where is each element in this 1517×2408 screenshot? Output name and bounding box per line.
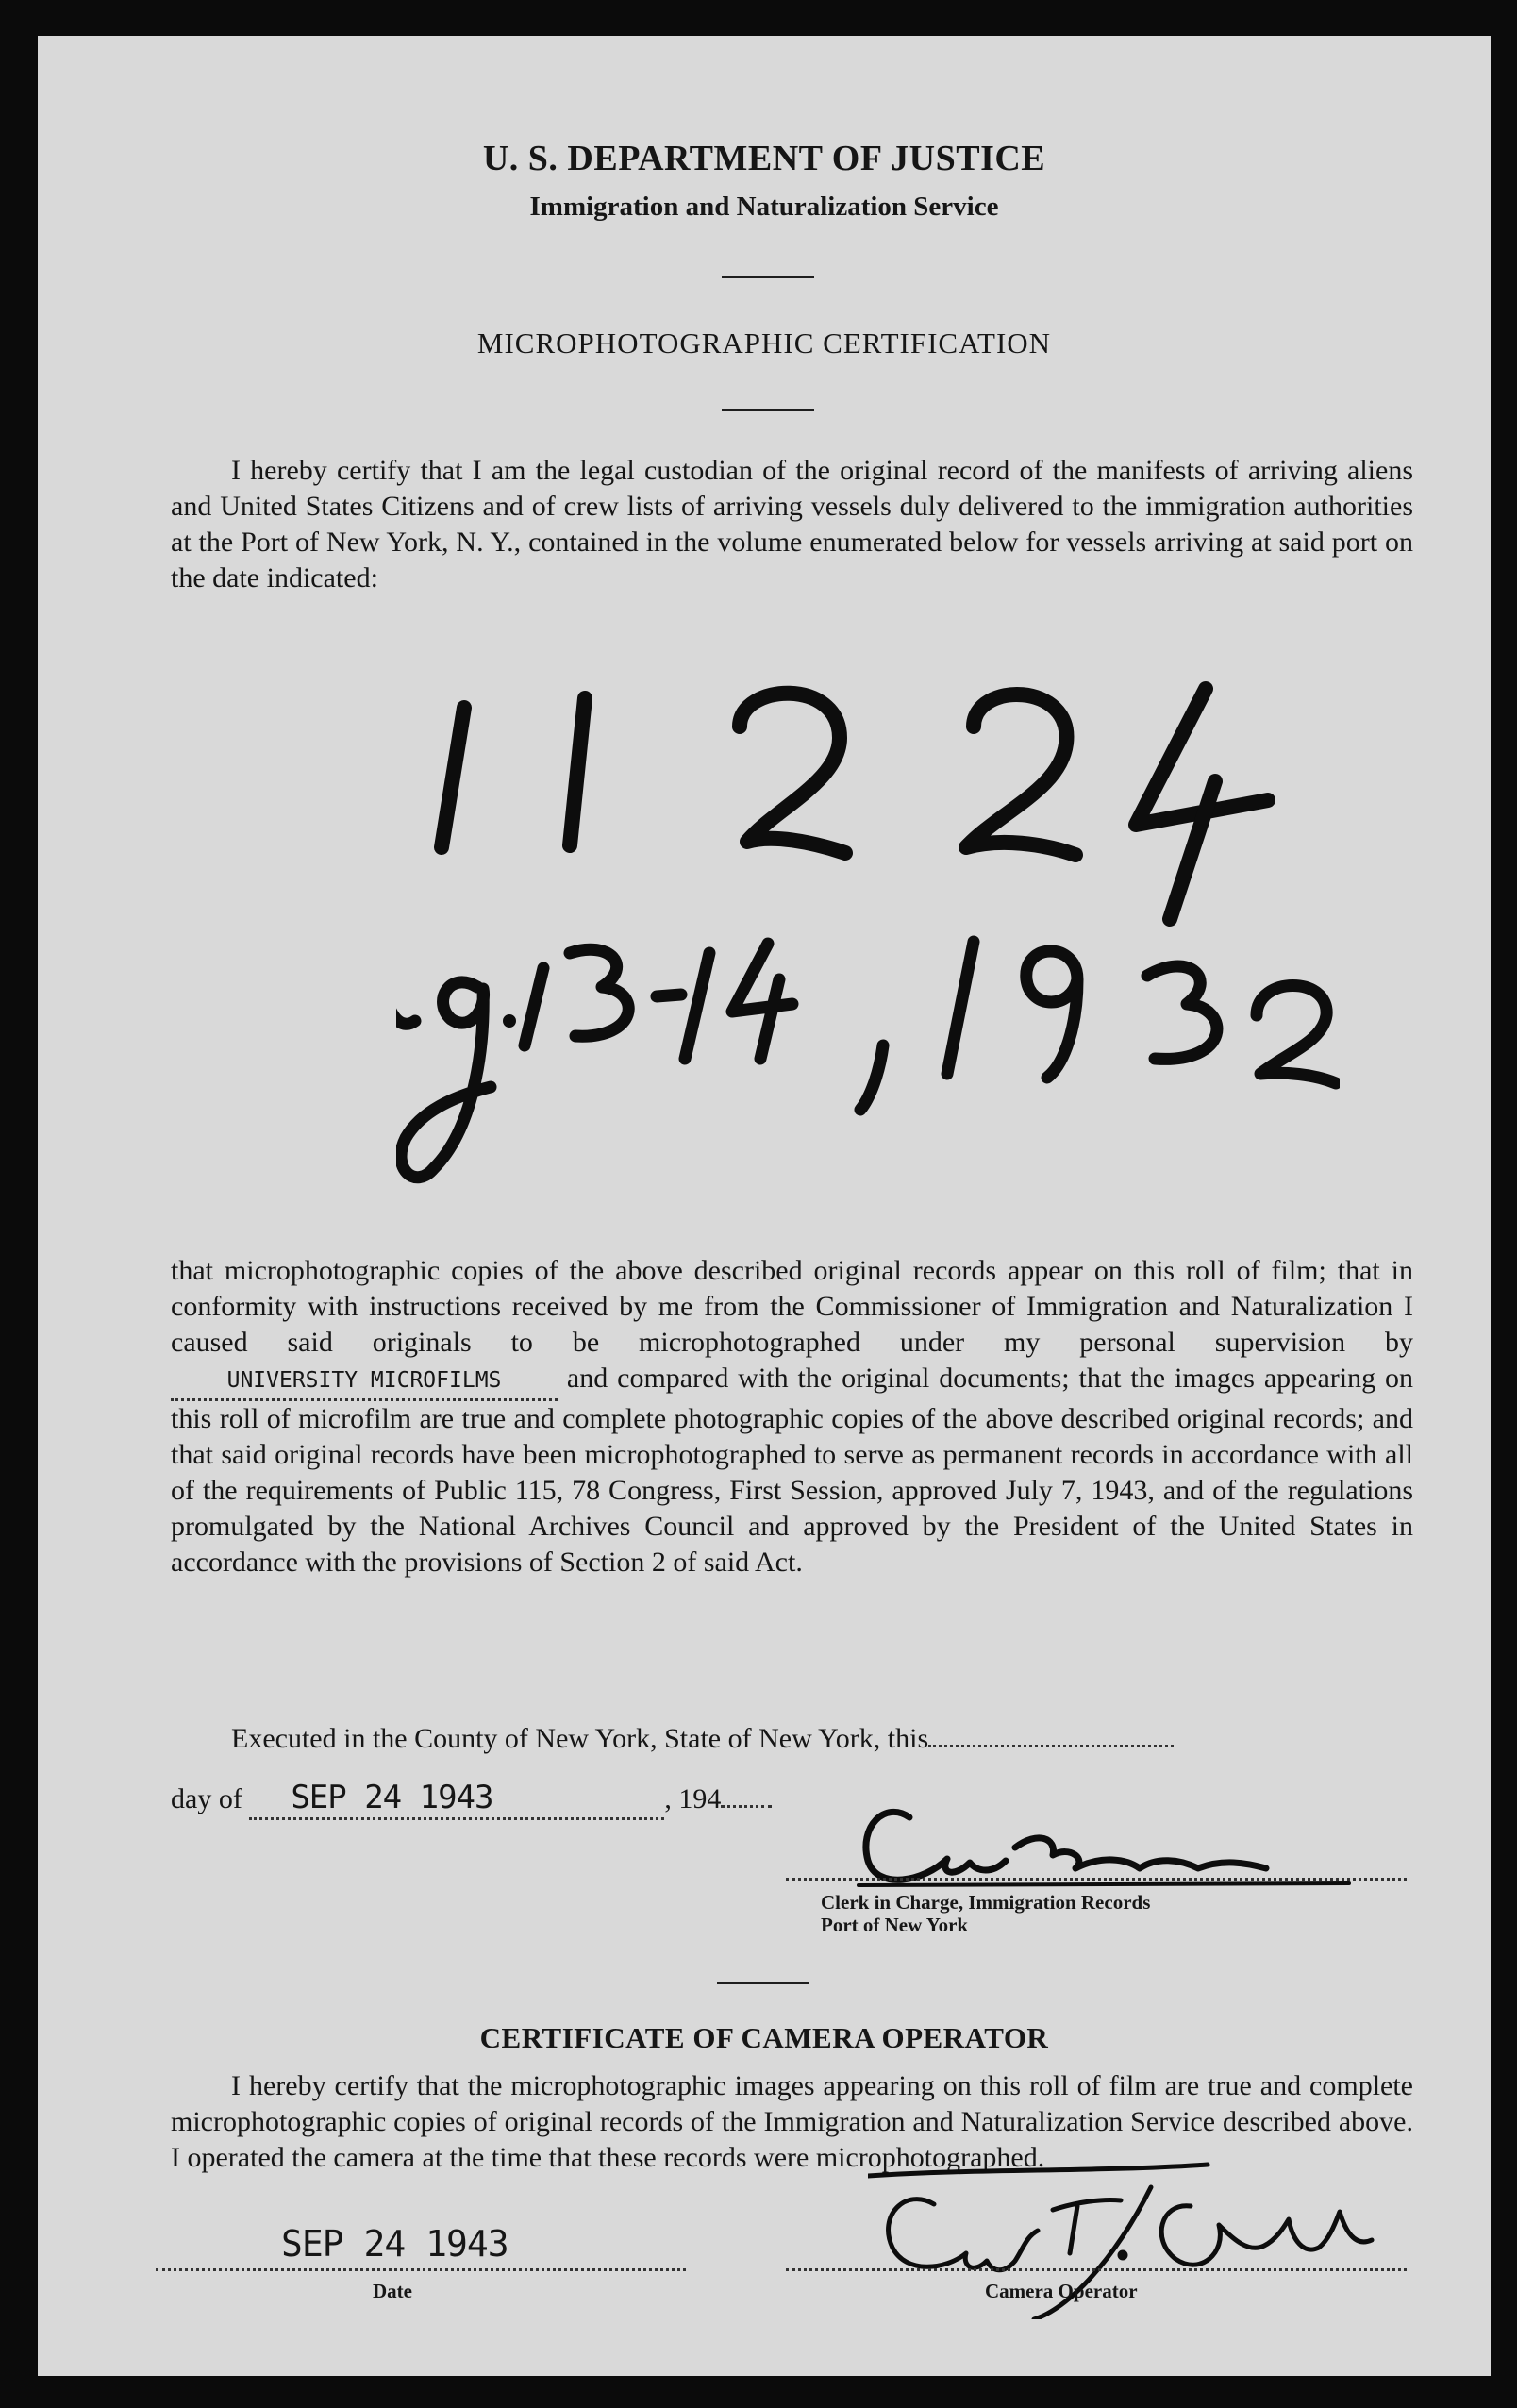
date-line	[156, 2268, 686, 2271]
year-label: , 194	[664, 1783, 722, 1814]
divider-rule	[722, 276, 814, 278]
date-field	[249, 1780, 664, 1820]
body-paragraph	[171, 1253, 1413, 1580]
digit-stroke	[442, 708, 464, 847]
service-subheading: Immigration and Naturalization Service	[529, 192, 999, 222]
day-field	[928, 1745, 1174, 1747]
clerk-title	[821, 1891, 1150, 1936]
date-label: Date	[373, 2280, 412, 2302]
executed-line	[171, 1721, 1413, 1757]
handwritten-entry	[396, 640, 1340, 1225]
clerk-signature-line	[786, 1878, 1407, 1881]
body-text-after: and compared with the original documents; that the images appearing on this roll of microfilm are true and complete photographic copies of the above described original records; and that said original records have been microphotographed to serve as permanent records in accordance with all of the requirements of Public 115, 78 Congress, First Session, approved July 7, 1943, and of the regulations promulgated by the National Archives Council and approved by the President of the United States in accordance with the provisions of Section 2 of said Act.	[171, 1363, 1414, 1578]
intro-paragraph	[171, 453, 1413, 596]
intro-text: I hereby certify that I am the legal custodian of the original record of the manifests of arriving aliens and United States Citizens and of crew lists of arriving vessels duly delivered to the immigration authorities at the Port of New York, N. Y., contained in the volume enumerated below for vessels arriving at said port on the date indicated:	[171, 455, 1413, 594]
operator-label: Camera Operator	[985, 2280, 1138, 2302]
body-text-before: that microphotographic copies of the above described original records appear on this roll of film; that in conformity with instructions received by me from the Commissioner of Immigration and Naturalization I caused said originals to be microphotographed under my personal supervision by	[171, 1255, 1413, 1358]
divider-rule	[722, 409, 814, 411]
executed-text: Executed in the County of New York, State of New York, this	[231, 1723, 929, 1754]
operator-stamp-date: SEP 24 1943	[281, 2223, 508, 2265]
clerk-signature	[840, 1793, 1368, 1897]
camera-certificate-text: I hereby certify that the microphotographic images appearing on this roll of film are true and complete microphotographic copies of original records of the Immigration and Naturalization Service described above. I operated the camera at the time that these records were microphotographed.	[171, 2070, 1413, 2173]
document-title: MICROPHOTOGRAPHIC CERTIFICATION	[476, 326, 1052, 360]
day-of-label: day of	[171, 1783, 242, 1814]
executed-stamp-date: SEP 24 1943	[291, 1779, 493, 1816]
divider-rule	[717, 1982, 809, 1984]
certification-document	[38, 36, 1491, 2376]
year-field	[721, 1805, 772, 1808]
microfilm-company-field	[171, 1361, 558, 1401]
department-heading: U. S. DEPARTMENT OF JUSTICE	[482, 139, 1046, 178]
operator-signature-line	[786, 2268, 1407, 2271]
camera-certificate-title: CERTIFICATE OF CAMERA OPERATOR	[479, 2021, 1049, 2054]
clerk-title-line2: Port of New York	[821, 1914, 969, 1936]
microfilm-company: UNIVERSITY MICROFILMS	[226, 1368, 502, 1393]
clerk-title-line1: Clerk in Charge, Immigration Records	[821, 1891, 1151, 1914]
